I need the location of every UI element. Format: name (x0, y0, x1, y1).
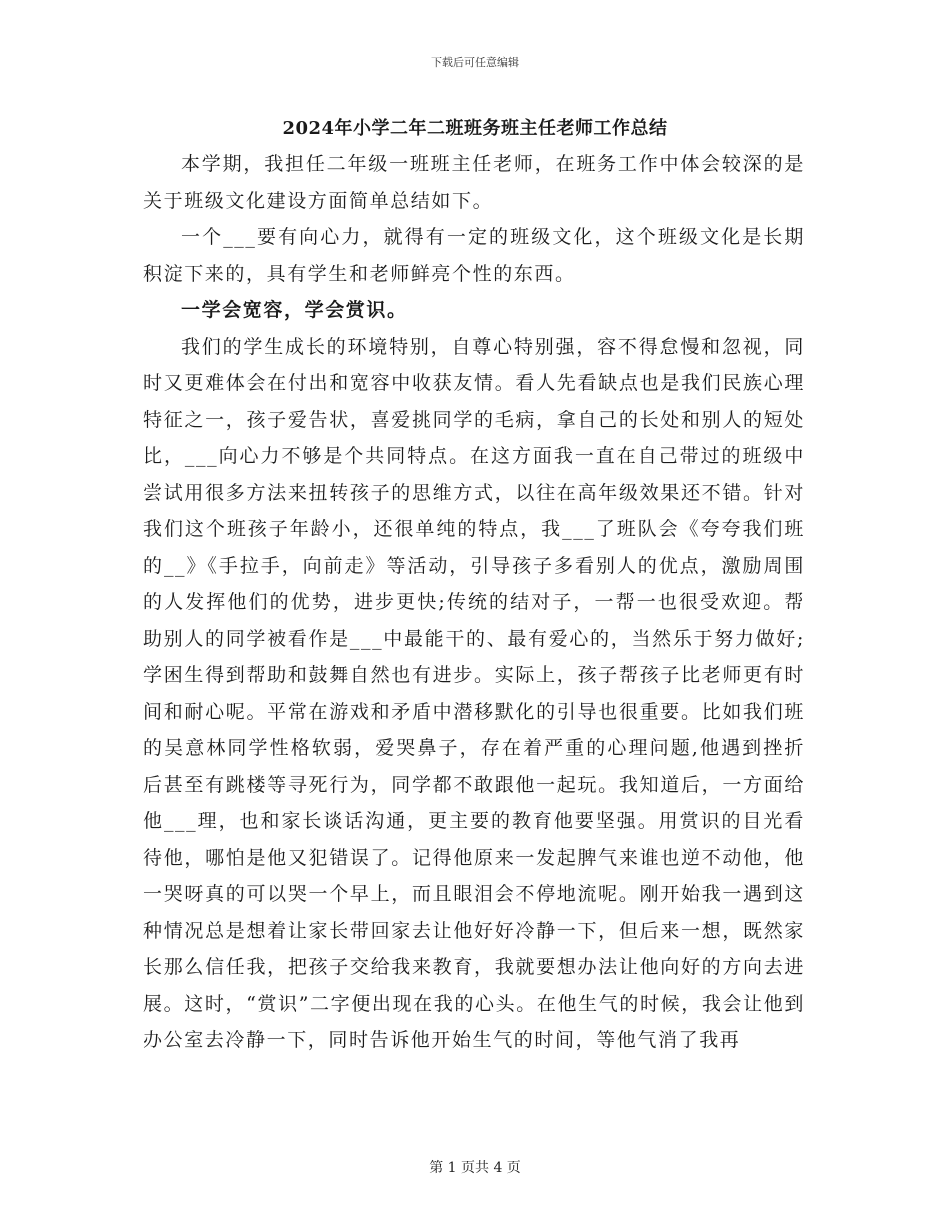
section-heading: 一学会宽容，学会赏识。 (181, 299, 408, 321)
document-body (143, 146, 805, 1059)
document-title: 2024年小学二年二班班务班主任老师工作总结 (282, 118, 668, 139)
paragraph-intro: 本学期，我担任二年级一班班主任老师，在班务工作中体会较深的是关于班级文化建设方面简单总结如下。 (143, 153, 805, 212)
page-header-note: 下载后可任意编辑 (431, 56, 519, 69)
paragraph-tolerance-appreciation: 我们的学生成长的环境特别，自尊心特别强，容不得怠慢和忽视，同时又更难体会在付出和宽容中收获友情。看人先看缺点也是我们民族心理特征之一，孩子爱告状，喜爱挑同学的毛病，拿自己的长处和别人的短处比，___向心力不够是个共同特点。在这方面我一直在自己带过的班级中尝试用很多方法来扭转孩子的思维方式，以往在高年级效果还不错。针对我们这个班孩子年龄小，还很单纯的特点，我___了班队会《夸夸我们班的__》《手拉手，向前走》等活动，引导孩子多看别人的优点，激励周围的人发挥他们的优势，进步更快;传统的结对子，一帮一也很受欢迎。帮助别人的同学被看作是___中最能干的、最有爱心的，当然乐于努力做好;学困生得到帮助和鼓舞自然也有进步。实际上，孩子帮孩子比老师更有时间和耐心呢。平常在游戏和矛盾中潜移默化的引导也很重要。比如我们班的吴意林同学性格软弱，爱哭鼻子，存在着严重的心理问题,他遇到挫折后甚至有跳楼等寻死行为，同学都不敢跟他一起玩。我知道后，一方面给他___理，也和家长谈话沟通，更主要的教育他要坚强。用赏识的目光看待他，哪怕是他又犯错误了。记得他原来一发起脾气来谁也逆不动他，他一哭呀真的可以哭一个早上，而且眼泪会不停地流呢。刚开始我一遇到这种情况总是想着让家长带回家去让他好好冷静一下，但后来一想，既然家长那么信任我，把孩子交给我来教育，我就要想办法让他向好的方向去进展。这时，“赏识”二字便出现在我的心头。在他生气的时候，我会让他到办公室去冷静一下，同时告诉他开始生气的时间，等他气消了我再 (143, 335, 805, 1051)
page-number: 第 1 页共 4 页 (429, 1160, 521, 1176)
paragraph-class-culture: 一个___要有向心力，就得有一定的班级文化，这个班级文化是长期积淀下来的，具有学生和老师鲜亮个性的东西。 (143, 226, 805, 285)
